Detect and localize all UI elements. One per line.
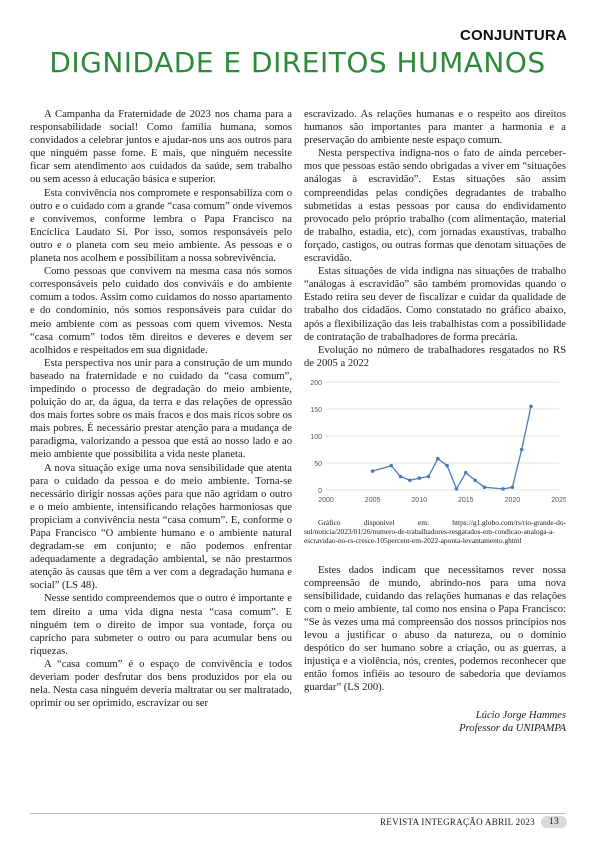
page-title: DIGNIDADE E DIREITOS HUMANOS (49, 46, 546, 79)
paragraph: Nesta perspectiva indigna-nos o fato de ainda percebermos que pessoas estão sendo obrigadas a viver em “situações análogas à escravidão”. Estas situações são assim compreendidas pelas condições degradantes de trabalho submetidas a estas pessoas por causa do endividamento provocado pelo próprio trabalho (com alimentação, material de trabalho, estadia, etc), com jornadas exaustivas, trabalho forçado, castigos, ou outras formas que denotam situações de escravidão. (304, 148, 566, 265)
author-role: Professor da UNIPAMPA (459, 723, 566, 735)
data-point (389, 464, 393, 468)
footer-magazine: REVISTA INTEGRAÇÃO ABRIL 2023 (379, 817, 535, 827)
y-tick-label: 0 (318, 487, 322, 495)
data-point (399, 475, 403, 479)
left-column (30, 108, 292, 710)
author-name: Lúcio Jorge Hammes (475, 709, 566, 721)
paragraph: escravizado. As relações humanas e o respeito aos direitos humanos são importantes para manter a harmonia e a preservação do ambiente neste espaço comum. (304, 109, 566, 147)
paragraph: A nova situação exige uma nova sensibilidade que atenta para o cuidado da pessoa e do meio ambiente. Torna-se necessário dirigir nossas ações para que não agridam o outro e o meio ambiente, intensificando relações harmoniosas que propiciam a convivência nesta “casa comum”. E, conforme o Papa Francisco “O ambiente humano e o ambiente natural degradam-se em conjunto; e não podemos enfrentar adequadamente a degradação ambiental, se não prestarmos atenção às causas que têm a ver com a degradação humana e social” (LS 48). (30, 462, 292, 592)
data-point (464, 471, 468, 475)
footer (380, 816, 567, 828)
y-tick-label: 100 (310, 433, 322, 441)
data-point (445, 464, 449, 468)
series-line (373, 406, 531, 489)
data-point (408, 478, 412, 482)
paragraph: A “casa comum” é o espaço de convivência e todos deveriam poder desfrutar dos bens produzidos por ela ou nela. Nesta casa ninguém deveria maltratar ou ser maltratado, oprimir ou ser oprimido, escravizar ou ser (30, 658, 292, 710)
paragraph: A Campanha da Fraternidade de 2023 nos chama para a responsabilidade social! Como família humana, somos convidados a celebrar juntos e ajudar-nos uns aos outros para que ninguém passe fome. E mais, que ninguém necessite ficar sem atendimento aos cuidados da saúde, sem trabalho ou sem acesso à educação básica e superior. (30, 109, 292, 186)
chart-caption: Gráfico disponível em: https://g1.globo.com/rs/rio-grande-do-sul/noticia/2023/01/26/numero-de-trabalhadores-resgatados-em-condicao-analoga-a-escravidao-no-rs-cresce-105percent-em-2022-aponta-levantamento.ghtml (304, 517, 566, 546)
signature (304, 709, 566, 736)
y-tick-label: 200 (310, 379, 322, 387)
chart-heading: Evolução no número de trabalhadores resgatados no RS de 2005 a 2022 (304, 344, 566, 369)
paragraph: Estes dados indicam que necessitamos rever nossa compreensão de mundo, abrindo-nos para uma nova sensibilidade, cuidando das relações humanas e das relações com o meio ambiente, tal como nos ensina o Papa Francisco: “Se às vezes uma má compreensão dos nossos princípios nos levou a justificar o abuso da natureza, ou o domínio despótico do ser humano sobre a criação, ou as guerras, a injustiça e a violência, nós, crentes, podemos reconhecer que então fomos infiéis ao tesouro de sabedoria que devíamos guardar” (LS 200). (304, 564, 566, 694)
paragraph: Esta convivência nos compromete e responsabiliza com o outro e o cuidado com a grande “casa comum” onde vivemos e convivemos, conforme lembra o Papa Francisco na Encíclica Laudato Si. Por isso, somos responsáveis pelo outro e o planeta com seu meio ambiente. As pessoas e o planeta nos acolhem e possibilitam a nossa sobrevivência. (30, 187, 292, 265)
data-point (520, 448, 524, 452)
paragraph: Estas situações de vida indigna nas situações de trabalho “análogas à escravidão” são também promovidas quando o Estado retira seu dever de fiscalizar e cuidar da qualidade de trabalho dos cidadãos. Como constatado no gráfico abaixo, após a flexibilização das leis trabalhistas com a possibilidade de contratação de trabalhadores de forma precária. (304, 266, 566, 343)
line-chart (304, 374, 566, 514)
paragraph: Como pessoas que convivem na mesma casa nós somos corresponsáveis pelo cuidado dos conviváis e do ambiente comum a todos. Assim como cuidamos do nosso apartamento e do condomínio, nós somos responsáveis para cuidar do meio ambiente com as pessoas com quem vivemos. Nesta “casa comum” todos têm direitos e deveres e devem ser acolhidos e respeitados em sua dignidade. (30, 266, 292, 356)
data-point (529, 404, 533, 408)
y-tick-label: 150 (310, 406, 322, 414)
right-column (304, 108, 566, 736)
x-tick-label: 2015 (458, 496, 474, 504)
x-tick-label: 2005 (364, 496, 381, 504)
footer-divider (30, 813, 565, 814)
x-tick-label: 2025 (551, 496, 566, 504)
y-tick-label: 50 (314, 460, 322, 468)
page-number: 13 (541, 816, 567, 828)
data-point (455, 487, 459, 491)
paragraph: Esta perspectiva nos unir para a construção de um mundo baseado na fraternidade e no cuidado da “casa comum”, impedindo o processo de degradação do meio ambiente, poluição do ar, da água, da terra e das relações de opressão dos mais fortes sobre os mais fracos e dos mais ricos sobre os mais pobres. É necessário prestar atenção para a mudança de paradigma, valorizando a pessoa que está ao nosso lado e ao meio ambiente que possibilita a vida neste planeta. (30, 357, 292, 461)
data-point (427, 475, 431, 479)
data-point (417, 476, 421, 480)
section-label: CONJUNTURA (460, 27, 567, 44)
data-point (483, 485, 487, 489)
data-point (511, 485, 515, 489)
data-point (501, 487, 505, 491)
x-tick-label: 2020 (504, 496, 521, 504)
data-point (436, 457, 440, 461)
data-point (473, 478, 477, 482)
paragraph: Nesse sentido compreendemos que o outro é importante e tem direito a uma vida digna nesta “casa comum”. E ninguém tem o direito de impor sua vontade, força ou capricho para submeter o outro ou para acumular bens ou riquezas. (30, 593, 292, 657)
x-tick-label: 2010 (411, 496, 427, 504)
chart-container (304, 374, 566, 518)
x-tick-label: 2000 (318, 496, 334, 504)
data-point (371, 469, 375, 473)
